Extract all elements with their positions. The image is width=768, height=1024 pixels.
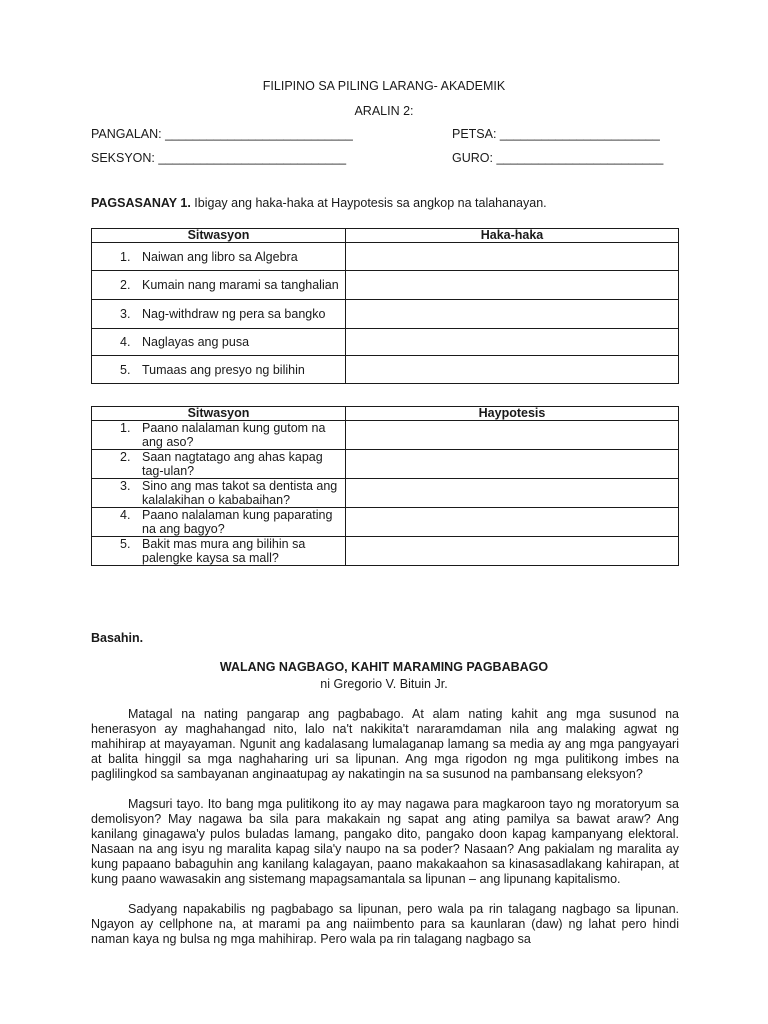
answer-cell[interactable] bbox=[346, 508, 679, 537]
row-number: 1. bbox=[120, 421, 131, 435]
table-row bbox=[92, 508, 679, 537]
situation-text: Kumain nang marami sa tanghalian bbox=[142, 278, 339, 292]
answer-cell[interactable] bbox=[346, 243, 679, 271]
story-paragraph: Magsuri tayo. Ito bang mga pulitikong ito ay may nagawa para magkaroon tayo ng moratoryum sa demolisyon? May nagawa ba sila para makakain ng sapat ang ating pamilya sa bawat araw? Ang kanilang ginagawa'y pulos buladas lamang, pangako dito, pangako doon kapag kampanyang elektoral. Nasaan na ang isyu ng maralita kapag sila'y naupo na sa poder? Nasaan? Ang pakialam ng maralita ay kung papaano babaguhin ang kanilang kalagayan, paano makakaahon sa kinasasadlakang kahirapan, at kung paano wawasakin ang sistemang mapagsamantala sa lipunan – ang lipunang kapitalismo. bbox=[91, 797, 679, 887]
exercise-instruction bbox=[91, 196, 547, 210]
row-number: 5. bbox=[120, 362, 131, 377]
table-row bbox=[92, 300, 679, 329]
story-title: WALANG NAGBAGO, KAHIT MARAMING PAGBABAGO bbox=[219, 660, 549, 674]
name-field: PANGALAN: ___________________________ bbox=[91, 127, 353, 141]
situation-text: Tumaas ang presyo ng bilihin bbox=[142, 362, 305, 377]
answer-cell[interactable] bbox=[346, 271, 679, 300]
column-header-haka-haka: Haka-haka bbox=[346, 229, 679, 243]
table-row bbox=[92, 421, 679, 450]
story-paragraph: Sadyang napakabilis ng pagbabago sa lipunan, pero wala pa rin talagang nagbago sa lipunan. Ngayon ay cellphone na, at marami pa ang naiimbento para sa kaunlaran (daw) ng lahat pero hindi naman kaya ng bulsa ng mga mahihirap. Pero wala pa rin talagang nagbago sa bbox=[91, 902, 679, 947]
column-header-sitwasyon: Sitwasyon bbox=[92, 407, 346, 421]
table-row bbox=[92, 243, 679, 271]
table-row bbox=[92, 329, 679, 356]
row-number: 5. bbox=[120, 537, 131, 551]
row-number: 3. bbox=[120, 479, 131, 493]
exercise-text: Ibigay ang haka-haka at Haypotesis sa angkop na talahanayan. bbox=[190, 196, 547, 210]
row-number: 1. bbox=[120, 249, 131, 264]
story-paragraph: Matagal na nating pangarap ang pagbabago. At alam nating kahit ang mga susunod na henerasyon ay maghahangad nito, lalo na't nakikita't nararamdaman nila ang malaking agwat ng mahihirap at mayayaman. Ngunit ang kadalasang lumalaganap lamang sa media ay ang mga pangyayari at balita hinggil sa mga naghaharing uri sa lipunan. Ang mga rigodon ng mga pulitikong imbes na paglilingkod sa sambayanan anginaatupag ay nakatingin na sa susunod na pambansang eleksyon? bbox=[91, 707, 679, 782]
situation-text: Paano nalalaman kung paparating na ang bagyo? bbox=[142, 508, 333, 536]
situation-text: Naiwan ang libro sa Algebra bbox=[142, 249, 298, 264]
table-header-row bbox=[92, 407, 679, 421]
teacher-field: GURO: ________________________ bbox=[452, 151, 664, 165]
story-author: ni Gregorio V. Bituin Jr. bbox=[320, 677, 448, 691]
table-row bbox=[92, 450, 679, 479]
row-number: 2. bbox=[120, 450, 131, 464]
table-header-row bbox=[92, 229, 679, 243]
row-number: 3. bbox=[120, 307, 131, 321]
column-header-haypotesis: Haypotesis bbox=[346, 407, 679, 421]
situation-text: Nag-withdraw ng pera sa bangko bbox=[142, 307, 326, 321]
reading-prompt: Basahin. bbox=[91, 631, 144, 645]
date-field: PETSA: _______________________ bbox=[452, 127, 660, 141]
row-number: 2. bbox=[120, 278, 131, 292]
answer-cell[interactable] bbox=[346, 356, 679, 384]
answer-cell[interactable] bbox=[346, 450, 679, 479]
table-row bbox=[92, 479, 679, 508]
answer-cell[interactable] bbox=[346, 421, 679, 450]
row-number: 4. bbox=[120, 335, 131, 349]
answer-cell[interactable] bbox=[346, 537, 679, 566]
situation-text: Bakit mas mura ang bilihin sa palengke kaysa sa mall? bbox=[142, 537, 306, 565]
situation-text: Naglayas ang pusa bbox=[142, 335, 250, 349]
exercise-label: PAGSASANAY 1. bbox=[91, 196, 191, 210]
row-number: 4. bbox=[120, 508, 131, 522]
table-haka-haka bbox=[91, 228, 679, 384]
table-row bbox=[92, 537, 679, 566]
section-field: SEKSYON: ___________________________ bbox=[91, 151, 347, 165]
table-row bbox=[92, 271, 679, 300]
answer-cell[interactable] bbox=[346, 479, 679, 508]
table-haypotesis bbox=[91, 406, 679, 566]
answer-cell[interactable] bbox=[346, 329, 679, 356]
situation-text: Sino ang mas takot sa dentista ang kalalakihan o kababaihan? bbox=[142, 479, 338, 507]
situation-text: Saan nagtatago ang ahas kapag tag-ulan? bbox=[142, 450, 323, 478]
subject-title: FILIPINO SA PILING LARANG- AKADEMIK bbox=[262, 79, 506, 93]
table-row bbox=[92, 356, 679, 384]
situation-text: Paano nalalaman kung gutom na ang aso? bbox=[142, 421, 326, 449]
column-header-sitwasyon: Sitwasyon bbox=[92, 229, 346, 243]
answer-cell[interactable] bbox=[346, 300, 679, 329]
lesson-title: ARALIN 2: bbox=[354, 104, 414, 118]
